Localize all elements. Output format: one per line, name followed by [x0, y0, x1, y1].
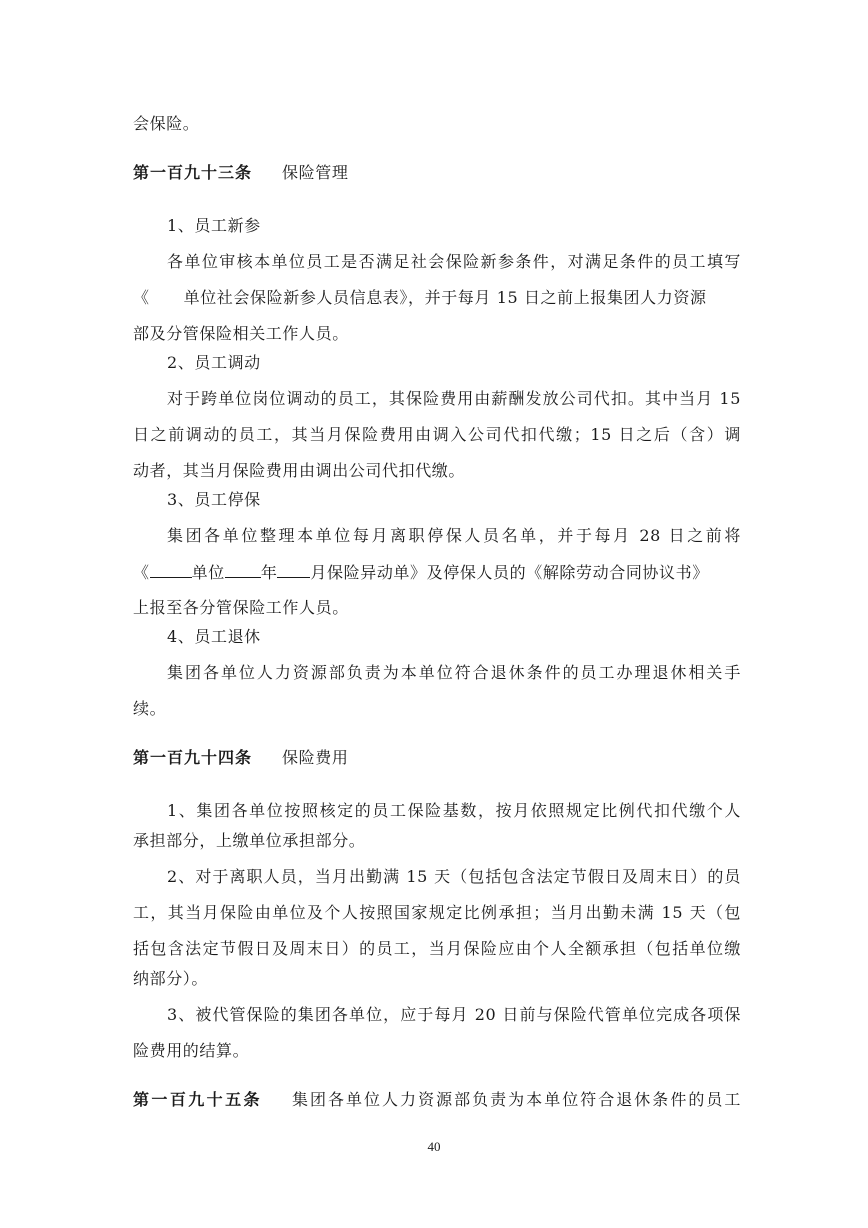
paragraph-line: 括包含法定节假日及周末日）的员工，当月保险应由个人全额承担（包括单位缴: [133, 939, 741, 958]
article-195-heading: [133, 1088, 741, 1112]
blank-field: [277, 560, 310, 578]
year-label: 年: [260, 563, 278, 582]
article-number: 第一百九十五条: [133, 1090, 262, 1109]
paragraph-line: 3、被代管保险的集团各单位，应于每月 20 日前与保险代管单位完成各项保: [167, 1005, 741, 1024]
paragraph-line: 纳部分）。: [133, 969, 209, 988]
unit-label: 单位: [191, 563, 225, 582]
article-text: 集团各单位人力资源部负责为本单位符合退休条件的员工: [291, 1090, 741, 1109]
paragraph-line: 动者，其当月保险费用由调出公司代扣代缴。: [133, 461, 466, 480]
paragraph-line: 承担部分，上缴单位承担部分。: [133, 831, 366, 850]
paragraph-line: 续。: [133, 699, 167, 718]
page-number: 40: [427, 1139, 441, 1154]
article-title: 保险费用: [282, 748, 349, 767]
article-193-heading: [133, 161, 348, 185]
bracket-open: 《: [133, 563, 150, 582]
section-heading: 4、员工退休: [167, 627, 261, 646]
paragraph-line: 日之前调动的员工，其当月保险费用由调入公司代扣代缴；15 日之后（含）调: [133, 425, 741, 444]
paragraph-line: 上报至各分管保险工作人员。: [133, 598, 349, 617]
form-name-text: 月保险异动单》及停保人员的《解除劳动合同协议书》: [310, 563, 709, 582]
form-name-text: 单位社会保险新参人员信息表》，并于每月 15 日之前上报集团人力资源: [183, 288, 707, 307]
paragraph-line: 集团各单位整理本单位每月离职停保人员名单，并于每月 28 日之前将: [167, 526, 741, 545]
section-heading: 3、员工停保: [167, 490, 261, 509]
blank-field: [150, 560, 192, 578]
paragraph-line: 各单位审核本单位员工是否满足社会保险新参条件，对满足条件的员工填写: [167, 252, 741, 271]
paragraph-line: 会保险。: [133, 114, 200, 133]
paragraph-line: 对于跨单位岗位调动的员工，其保险费用由薪酬发放公司代扣。其中当月 15: [167, 389, 741, 408]
blank-field: [225, 560, 261, 578]
article-number: 第一百九十三条: [133, 163, 253, 182]
paragraph-line: 1、集团各单位按照核定的员工保险基数，按月依照规定比例代扣代缴个人: [167, 801, 741, 820]
paragraph-line: 险费用的结算。: [133, 1041, 250, 1060]
bracket-open: 《: [133, 288, 150, 307]
paragraph-line: [133, 286, 707, 310]
article-title: 保险管理: [282, 163, 349, 182]
article-194-heading: [133, 746, 348, 770]
paragraph-line: 集团各单位人力资源部负责为本单位符合退休条件的员工办理退休相关手: [167, 663, 741, 682]
section-heading: 2、员工调动: [167, 353, 261, 372]
section-heading: 1、员工新参: [167, 216, 261, 235]
paragraph-line: [133, 560, 709, 585]
paragraph-line: 2、对于离职人员，当月出勤满 15 天（包括包含法定节假日及周末日）的员: [167, 867, 741, 886]
paragraph-line: 工，其当月保险由单位及个人按照国家规定比例承担；当月出勤未满 15 天（包: [133, 903, 741, 922]
paragraph-line: 部及分管保险相关工作人员。: [133, 324, 349, 343]
article-number: 第一百九十四条: [133, 748, 253, 767]
